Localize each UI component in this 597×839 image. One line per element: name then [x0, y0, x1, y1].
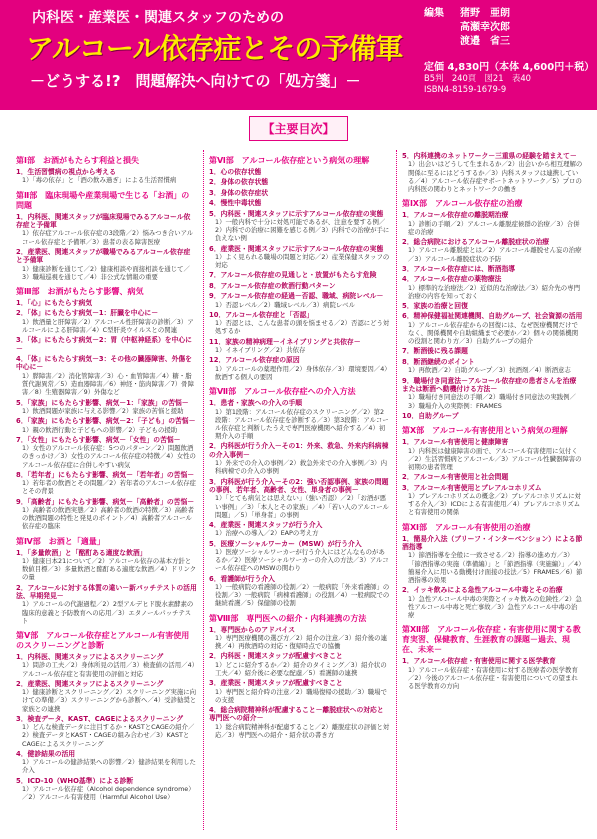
section-list: 1）ブレアルコホリズムの概念／2）ブレアルコホリズムに対する介入／3）ICDによる有害使用／4）ブレアルコホリズムと有害使用の関係 — [408, 491, 582, 517]
section-list: 1）節酒指導を全般に一致させる／2）指導の進め方／3）「節酒指導の実施（準備編）」と「節酒指導（実施編）」／4）簡易介入に用いる動機付け面接の技法／5）FRAMES／6）節酒指導の効果 — [408, 551, 583, 584]
chapter-title: 10．アルコール依存症と「否認」 — [209, 310, 314, 319]
chapter-title: 2．アルコールに対する体質の違い－新パッチテストの活用法、早期発見－ — [16, 583, 197, 600]
section-list: 1）アルコール依存症からの回復には、なぜ医療機関だけでなく、関係機関や自助組織まで必要か／2）個々の関係機関の役割と関わり方／3）自助グループの紹介 — [408, 320, 579, 346]
section-list: 1）一般内科で十分に対処可能であるが、注意を要する例／2）内科での治療に困難を感じる例／3）内科での治療が手に負えない例 — [215, 218, 390, 243]
editor-name: 猪野 亜朗 — [460, 8, 510, 19]
chapter-title: 2．「体」にもたらす病気－1：肝臓を中心に－ — [16, 309, 158, 318]
format-info: B5判 240頁 図21 表40 — [424, 73, 531, 83]
section-list: 1）健康診断とスクリーニング／2）スクリーニング実施に向けての準備／3）スクリーニングから診断へ／4）受診勧奨と家族との連携 — [22, 688, 197, 713]
chapter-title: 7．「女性」にもたらす影響、病気－「女性」の苦悩－ — [16, 435, 181, 444]
chapter-title: 1．アルコール有害使用と健康障害 — [402, 438, 509, 447]
part-heading: 第Ⅰ部 お酒がもたらす利益と損失 — [16, 156, 139, 165]
section-list: 1）飲酒量と肝障害／2）アルコール性肝障害の診断／3）アルコールによる肝障害／4）C型肝炎ウイルスとの関連 — [22, 317, 194, 335]
price-block — [424, 62, 594, 95]
section-list: 1）出会いはどうして生まれるか／2）出会いから相互理解の関係に至るにはどうするか／3）内科スタッフは連携している／4）アルコール依存症サポートネットワーク／5）プロの内科医の関わりとネットワークの働き — [408, 160, 583, 194]
part-heading: 第Ⅹ部 アルコール有害使用という病気の理解 — [402, 426, 568, 436]
section-list: 1）一般病院の看護師の役割／2）一般病院「外来看護師」の役割／3）一般病院「病棟看護師」の役割／4）一般病院での継続看護／5）保健師の役割 — [215, 583, 390, 608]
chapter-title: 1．専門医からのアドバイス — [209, 625, 296, 634]
book-subtitle: 内科医・産業医・関連スタッフのための — [32, 10, 284, 26]
section-list: 1）若年者の飲酒とその問題／2）若年者のアルコール依存症とその背景 — [22, 479, 196, 496]
section-list: 1）よく見られる職場の問題と対応／2）産業保健スタッフの対応 — [215, 253, 390, 270]
section-list: 1）治療への導入／2）EAPの考え方 — [215, 529, 319, 538]
chapter-title: 4．健診結果の活用 — [16, 749, 76, 758]
toc-column-3 — [402, 150, 583, 830]
part-heading: 第Ⅻ部 アルコール依存症・有害使用に関する教育実習、保健教育、生涯教育の課題－過去、現在、未来－ — [402, 625, 581, 655]
toc-heading-wrap — [0, 116, 597, 141]
section-list: 1）専門医と紹介時の注意／2）職場復帰の援助／3）職場での支援 — [215, 687, 387, 704]
chapter-title: 5．内科連携のネットワーク－三重県の経験を踏まえて－ — [402, 152, 577, 160]
editors-label: 編集 — [424, 8, 444, 19]
chapter-title: 1．アルコール依存症の離脱期治療 — [402, 211, 509, 220]
chapter-title: 4．総合病院精神科が配慮すること－離脱症状への対応と専門医への紹介－ — [209, 706, 384, 723]
header-banner — [0, 0, 597, 110]
section-list: 1）標準的な治療法／2）近似的な治療法／3）紹介先の専門治療の内容を知っておく — [408, 283, 580, 300]
chapter-title: 7．アルコール依存症の見通しと・放置がもたらす危険 — [209, 271, 377, 280]
section-list: 1）否認とは、こんな患者の頭を悩ませる／2）否認にどう対処するか — [215, 319, 390, 336]
chapter-title: 10．自助グループ — [402, 411, 459, 420]
chapter-title: 1．患者・家族への介入の手順 — [209, 399, 303, 408]
chapter-title: 2．身体の依存状態 — [209, 178, 269, 187]
column-divider — [203, 150, 204, 830]
section-list: 1）イネイブリング／2）共依存 — [215, 346, 306, 355]
section-list: 1）内科医は健康障害の面で、アルコール有害使用に気付く／2）生活習慣病とアルコール／3）アルコール性臓器障害の初期の患者管理 — [408, 446, 582, 471]
section-list: 1）依存症アルコール依存症の3段階／2）悩みつき合いアルコール依存症と予備軍／3）患者の表る障害医療 — [22, 229, 194, 246]
part-heading: 第Ⅴ部 アルコール依存症とアルコール有害使用のスクリーニングと診断 — [16, 631, 190, 650]
section-list: 1）女性のアルコール依存症：5つのパターン／2）問題飲酒のきっかけ／3）女性のアルコール依存症の特徴／4）女性のアルコール依存症に合併しやすい病気 — [22, 444, 196, 469]
chapter-title: 2．アルコール有害使用と社会問題 — [402, 473, 509, 482]
section-list: 1）診断の手順／2）アルコール離脱症候群の治療／3）合併症の治療 — [408, 219, 580, 236]
section-list: 1）第1段階：アルコール依存症のスクリーニング／2）第2段階：アルコール依存症を診断する／3）第3段階：アルコール依存症と判断したうえで専門医療機関へ紹介する／4）初期介入の手順 — [215, 407, 389, 441]
chapter-title: 1．生活習慣病の視点から考える — [16, 168, 116, 176]
chapter-title: 3．産業医・関連スタッフが配慮すべきこと — [209, 679, 343, 688]
section-list: 1）アルコール依存症・有害使用に対する医療者の医学教育／2）今後のアルコール依存症・有害使用についての望まれる医学教育の方向 — [408, 665, 578, 691]
toc-heading: 【主要目次】 — [249, 116, 347, 141]
chapter-title: 9．「高齢者」にもたらす影響、病気－「高齢者」の苦悩－ — [16, 497, 195, 506]
editor-name: 渡邉 省三 — [460, 36, 510, 47]
chapter-title: 2．総合病院におけるアルコール離脱症状の治療 — [402, 238, 550, 247]
editor-name: 高瀬幸次郎 — [460, 22, 510, 33]
part-heading: 第Ⅲ部 お酒がもたらす影響、病気 — [16, 287, 144, 297]
section-list: 1）健康日本21について／2）アルコール依存の基本方針と数値目標／3）多量飲酒と酩酊ある適度な飲酒／4）ドリンクの量 — [22, 556, 197, 582]
toc-columns — [16, 150, 585, 830]
part-heading: 第Ⅸ部 アルコール依存症の治療 — [402, 199, 523, 209]
chapter-title: 6．「家族」にもたらす影響、病気－2：「子ども」の苦悩－ — [16, 417, 196, 426]
chapter-title: 5．「家族」にもたらす影響、病気－1：「家族」の苦悩－ — [16, 398, 189, 407]
chapter-title: 8．「若年者」にもたらす影響、病気－「若年者」の苦悩－ — [16, 470, 195, 479]
column-divider — [396, 150, 397, 830]
section-list: 1）問診の工夫／2）身体所見の活用／3）検査値の活用／4）アルコール依存症と有害使用の評価と対応 — [22, 661, 195, 678]
chapter-title: 2．内科医・関連スタッフが配慮すべきこと — [209, 652, 343, 661]
chapter-title: 3．アルコール有害使用とブレアルコホリズム — [402, 483, 542, 492]
chapter-title: 1．内科医、関連スタッフが臨床現場でみるアルコール依存症と予備軍 — [16, 212, 191, 230]
chapter-title: 1．内科医、関連スタッフによるスクリーニング — [16, 653, 164, 661]
chapter-title: 8．アルコール依存症の飲酒行動パターン — [209, 281, 336, 290]
section-list: 1）急性アルコール中毒の実際とイッキ飲みの危険性／2）急性アルコール中毒と死亡事故／3）急性アルコール中毒の治療 — [408, 594, 582, 619]
chapter-title: 1．心の依存状態 — [209, 168, 262, 176]
chapter-title: 3．検査データ、KAST、CAGEによるスクリーニング — [16, 714, 184, 723]
chapter-title: 2．内科医が行う介入－その1：外来、救急、外来内科病棟の介入事例－ — [209, 442, 389, 459]
price: 定価 4,830円（本体 4,600円＋税） — [424, 62, 595, 73]
chapter-title: 3．アルコール依存症には、断酒指導 — [402, 264, 516, 273]
section-list: 1）どんな検査データに注目するか・KASTとCAGEの紹介／2）検査データとKAST・CAGEの組み合わせ／3）KASTとCAGEによるスクリーニング — [22, 723, 195, 748]
section-list: 1）医療ソーシャルワーカーが行う介入にはどんなものがあるか／2）医療ソーシャルワーカーの介入の方法／3）アルコール依存症へのMSWの関わり — [215, 547, 389, 573]
toc-column-2 — [209, 150, 390, 830]
section-list: 1）「とても病気とは思えない」（強い否認）／2）「お酒が悪い事例」／3）「本人とその家族」／4）「若い人のアルコール問題」／5）「単身者」の事例 — [215, 494, 389, 519]
toc-column-1 — [16, 150, 197, 830]
book-title: アルコール依存症とその予備軍 — [26, 32, 403, 65]
chapter-title: 6．看護師が行う介入 — [209, 574, 275, 583]
chapter-title: 4．慢性中毒状態 — [209, 199, 262, 208]
chapter-title: 9．職場付き同意法－アルコール依存症の患者さんを治療または断酒へ動機付ける方法－ — [402, 376, 577, 393]
isbn: ISBN4-8159-1679-9 — [424, 84, 507, 94]
section-list: 1）飲酒問題が家族に与える影響／2）家族の苦悩と援助 — [22, 406, 184, 415]
section-list: 1）アルコールの薬理作用／2）身体依存／3）環境要因／4）飲酒する個人の要因 — [215, 364, 388, 381]
part-heading: 第Ⅷ部 専門医への紹介・内科連携の方法 — [209, 613, 367, 623]
chapter-title: 3．「体」にもたらす病気－2：胃（中枢神経系）を中心に－ — [16, 336, 192, 353]
chapter-title: 6．産業医・関連スタッフに示すアルコール依存症の実態 — [209, 244, 384, 253]
chapter-title: 5．内科医・関連スタッフに示すアルコール依存症の実態 — [209, 209, 384, 218]
book-tagline: －どうする!? 問題解決へ向けての「処方箋」－ — [30, 72, 361, 90]
chapter-title: 3．内科医が行う介入－その2：強い否認事例、家族の問題の事例、若年者、高齢者、女性、単身者の事例－ — [209, 477, 389, 494]
chapter-title: 9．アルコール依存症の経過－否認、職域、病院レベル－ — [209, 292, 384, 301]
chapter-title: 12．アルコール依存症の原因 — [209, 356, 300, 365]
chapter-title: 4．アルコール依存症の薬物療法 — [402, 275, 502, 284]
section-list: 1）どこに紹介するか／2）紹介のタイミング／3）紹介状の工夫／4）紹介後に必要な配慮／5）看護師の連携 — [215, 660, 387, 678]
part-heading: 第Ⅱ部 臨床現場や産業現場で生じる「お酒」の問題 — [16, 190, 190, 210]
chapter-title: 1．簡易介入法（ブリーフ・インターベンション）による節酒指導 — [402, 534, 583, 551]
chapter-title: 1．「心」にもたらす病気 — [16, 299, 93, 308]
section-list: 1）健康診断を通じて／2）健康相談や面接相談を通じて／3）職場巡視を通じて／4）非公式な情報の重要 — [22, 264, 190, 281]
chapter-title: 11．家族の精神病理－イネイブリングと共依存－ — [209, 337, 361, 346]
chapter-title: 5．医療ソーシャルワーカー（MSW）が行う介入 — [209, 539, 362, 548]
section-list: 1）再飲酒／2）自助グループ／3）抗酒剤／4）断酒意志 — [408, 366, 571, 375]
chapter-title: 8．断酒継続のポイント — [402, 357, 475, 366]
chapter-title: 7．断酒後に残る課題 — [402, 347, 468, 356]
chapter-title: 2．イッキ飲みによる急性アルコール中毒とその治療 — [402, 586, 563, 595]
section-list: 1）否認レベル／2）職域レベル／3）病院レベル — [215, 300, 356, 309]
chapter-title: 5．ICD-10（WHO基準）による診断 — [16, 776, 134, 785]
section-list: 1）アルコールの健診結果への影響／2）健診結果を利用した介入 — [22, 758, 196, 775]
chapter-title: 4．産業医・関連スタッフが行う介入 — [209, 520, 323, 529]
part-heading: 第Ⅳ部 お酒と「適量」 — [16, 536, 105, 546]
chapter-title: 5．家族の治療と回復 — [402, 302, 468, 311]
chapter-title: 3．身体の依存症状 — [209, 188, 269, 197]
section-list: 1）膵障害／2）消化管障害／3）心・血管障害／4）糖・脂質代謝異常／5）造血器障害／6）神経・筋肉障害／7）骨障害／8）生殖器障害／9）外傷など — [22, 371, 194, 397]
part-heading: 第Ⅶ部 アルコール依存症への介入方法 — [209, 387, 356, 397]
section-list: 1）アルコール依存症（Alcohol dependence syndrome）／2）アルコール有害使用（Harmful Alcohol Use） — [22, 785, 195, 802]
section-list: 1）親の飲酒行動と子どもへの影響／2）子どもの援助 — [22, 425, 178, 434]
section-list: 1）総合病院精神科が配慮すること／2）離脱症状の評価と対応／3）専門医への紹介・紹介状の書き方 — [215, 722, 390, 740]
section-list: 1）「毒の依存」と「酒の飲み過ぎ」による生活習慣病 — [22, 176, 177, 185]
chapter-title: 1．「多量飲酒」と「酩酊ある適度な飲酒」 — [16, 548, 147, 557]
part-heading: 第Ⅵ部 アルコール依存症という病気の理解 — [209, 156, 370, 165]
section-list: 1）職場付き同意法の手順／2）職場付き同意法の実践例／3）職場介入の実際例：FRAMES — [408, 393, 576, 410]
section-list: 1）アルコール離脱症とは／2）アルコール離脱せん妄の治療／3）アルコール離脱症状の予防 — [408, 246, 582, 263]
section-list: 1）アルコールの代謝過程／2）2型アルデヒド脱水素酵素の臨床的意義と予防教育への応用／3）エタノールパッチテスト — [22, 600, 194, 625]
section-list: 1）高齢者の飲酒実態／2）高齢者の飲酒の特徴／3）高齢者の飲酒問題の特性と発見のポイント／4）高齢者アルコール依存症の臨床 — [22, 505, 194, 531]
chapter-title: 2．産業医、関連スタッフが職場でみるアルコール依存症と予備軍 — [16, 247, 191, 265]
chapter-title: 2．産業医、関連スタッフによるスクリーニング — [16, 679, 164, 688]
chapter-title: 4．「体」にもたらす病気－3：その他の臓器障害、外傷を中心に－ — [16, 355, 192, 372]
section-list: 1）専門医療機関の選び方／2）紹介の注意／3）紹介後の連携／4）再飲酒時の対応・復帰時点での協働 — [215, 634, 387, 651]
editors-block — [424, 7, 510, 49]
chapter-title: 1．アルコール依存症・有害使用に関する医学教育 — [402, 657, 556, 666]
part-heading: 第Ⅺ部 アルコール有害使用の治療 — [402, 522, 531, 532]
section-list: 1）外来での介入の事例／2）救急外来での介入事例／3）内科病棟での介入の事例 — [215, 459, 387, 476]
chapter-title: 6．精神保健福祉関連機関、自助グループ、社会資源の活用 — [402, 312, 583, 321]
